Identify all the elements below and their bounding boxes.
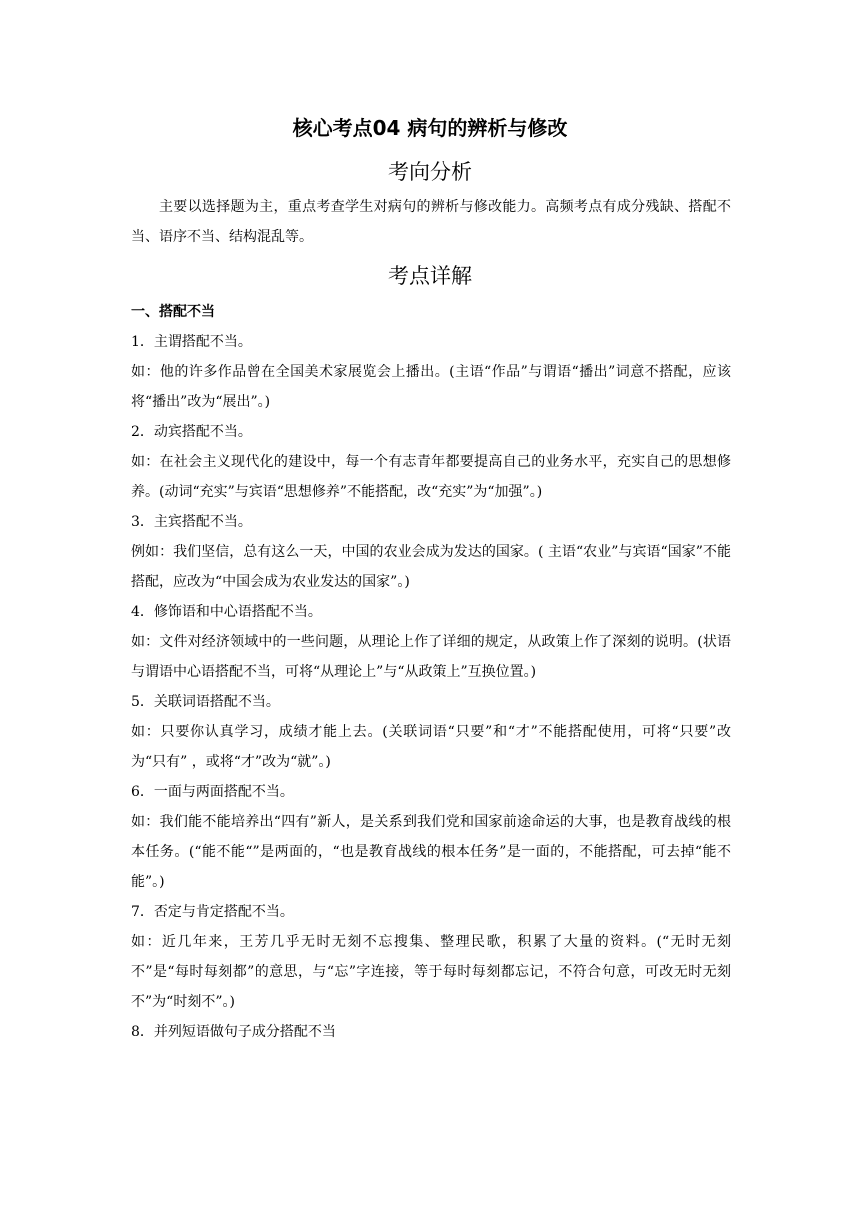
item-5-example: 如：只要你认真学习，成绩才能上去。(关联词语“只要”和“才”不能搭配使用，可将“只要”改为“只有” ，或将“才”改为“就”。) <box>131 724 731 770</box>
details-content <box>131 297 731 1047</box>
item-2-example: 如：在社会主义现代化的建设中，每一个有志青年都要提高自己的业务水平，充实自己的思想修养。(动词“充实”与宾语“思想修养”不能搭配，改“充实”为“加强”。) <box>131 454 731 500</box>
item-1-example: 如：他的许多作品曾在全国美术家展览会上播出。(主语“作品”与谓语“播出”词意不搭配，应该将“播出”改为“展出”。) <box>131 364 731 410</box>
analysis-heading: 考向分析 <box>388 160 472 184</box>
subheading-collocation: 一、搭配不当 <box>131 304 215 320</box>
item-8-title: 8．并列短语做句子成分搭配不当 <box>131 1024 336 1040</box>
item-6-example: 如：我们能不能培养出“四有”新人，是关系到我们党和国家前途命运的大事，也是教育战线的根本任务。(“能不能“”是两面的，“也是教育战线的根本任务”是一面的，不能搭配，可去掉“能不能”。) <box>131 814 731 890</box>
item-2-title: 2．动宾搭配不当。 <box>131 424 252 440</box>
item-3-example: 例如：我们坚信，总有这么一天，中国的农业会成为发达的国家。( 主语“农业”与宾语“国家”不能搭配，应改为“中国会成为农业发达的国家”。) <box>131 544 731 590</box>
page-title: 核心考点04 病句的辨析与修改 <box>292 116 568 140</box>
item-3-title: 3．主宾搭配不当。 <box>131 514 252 530</box>
item-4-title: 4．修饰语和中心语搭配不当。 <box>131 604 322 620</box>
item-4-example: 如：文件对经济领域中的一些问题，从理论上作了详细的规定，从政策上作了深刻的说明。(状语与谓语中心语搭配不当，可将“从理论上”与“从政策上”互换位置。) <box>131 634 731 680</box>
item-7-title: 7．否定与肯定搭配不当。 <box>131 904 294 920</box>
details-heading: 考点详解 <box>388 264 472 288</box>
analysis-paragraph: 主要以选择题为主，重点考查学生对病句的辨析与修改能力。高频考点有成分残缺、搭配不当、语序不当、结构混乱等。 <box>131 199 731 245</box>
item-1-title: 1．主谓搭配不当。 <box>131 334 252 350</box>
item-6-title: 6．一面与两面搭配不当。 <box>131 784 294 800</box>
item-5-title: 5．关联词语搭配不当。 <box>131 694 280 710</box>
item-7-example: 如：近几年来，王芳几乎无时无刻不忘搜集、整理民歌，积累了大量的资料。(“无时无刻不”是“每时每刻都”的意思，与“忘”字连接，等于每时每刻都忘记，不符合句意，可改无时无刻不”为“时刻不”。) <box>131 934 731 1010</box>
